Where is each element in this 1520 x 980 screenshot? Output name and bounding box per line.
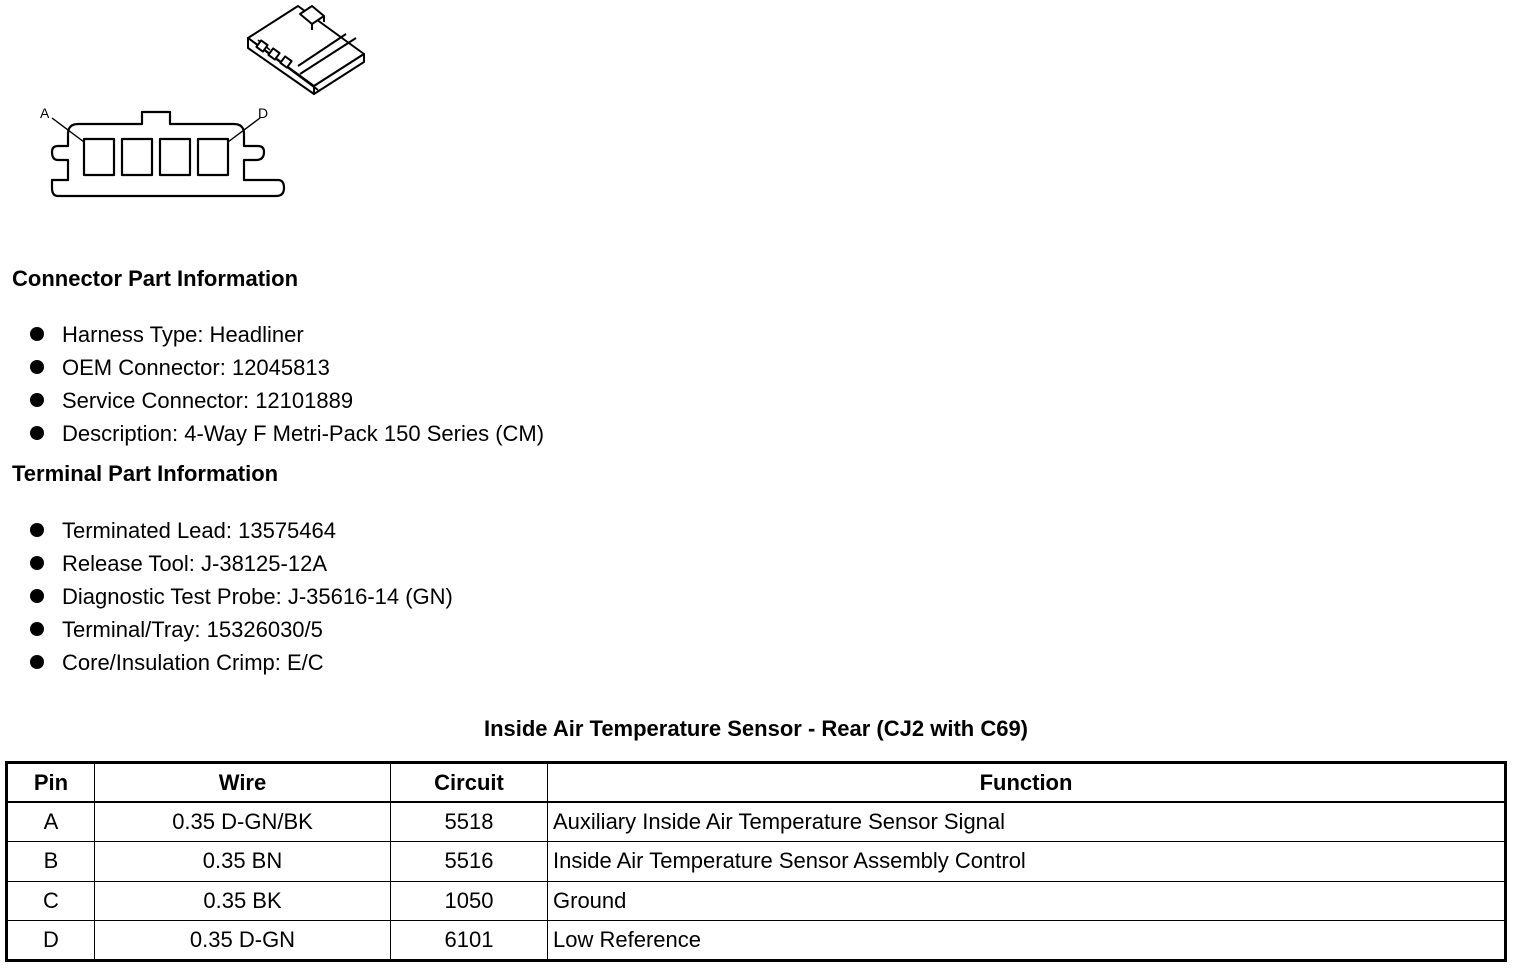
bullet-icon bbox=[30, 360, 44, 374]
list-item bbox=[30, 646, 453, 679]
cell-wire: 0.35 D-GN/BK bbox=[95, 802, 391, 842]
bullet-icon bbox=[30, 393, 44, 407]
cell-pin: D bbox=[7, 921, 95, 961]
table-row bbox=[7, 881, 1506, 921]
cell-pin: A bbox=[7, 802, 95, 842]
column-header-function: Function bbox=[548, 763, 1506, 803]
list-item-text: Diagnostic Test Probe: J-35616-14 (GN) bbox=[62, 584, 453, 609]
terminal-part-info-heading: Terminal Part Information bbox=[12, 461, 279, 486]
bullet-icon bbox=[30, 655, 44, 669]
cell-function: Auxiliary Inside Air Temperature Sensor Signal bbox=[548, 802, 1506, 842]
connector-part-info-heading: Connector Part Information bbox=[12, 266, 299, 291]
cavity-b bbox=[122, 139, 152, 175]
cavity-c bbox=[160, 139, 190, 175]
list-item-text: Terminated Lead: 13575464 bbox=[62, 518, 336, 543]
cell-function: Ground bbox=[548, 881, 1506, 921]
cell-circuit: 6101 bbox=[391, 921, 548, 961]
connector-face-view bbox=[52, 112, 284, 196]
bullet-icon bbox=[30, 622, 44, 636]
list-item-text: Release Tool: J-38125-12A bbox=[62, 551, 327, 576]
cavity-d bbox=[198, 139, 228, 175]
list-item bbox=[30, 514, 453, 547]
list-item-text: Terminal/Tray: 15326030/5 bbox=[62, 617, 323, 642]
pinout-table bbox=[5, 761, 1507, 962]
column-header-pin: Pin bbox=[7, 763, 95, 803]
connector-part-info-list bbox=[30, 318, 544, 450]
cell-circuit: 5516 bbox=[391, 842, 548, 882]
list-item bbox=[30, 417, 544, 450]
cell-wire: 0.35 BK bbox=[95, 881, 391, 921]
list-item bbox=[30, 580, 453, 613]
bullet-icon bbox=[30, 327, 44, 341]
connector-isometric-view bbox=[248, 6, 364, 94]
list-item bbox=[30, 351, 544, 384]
cell-circuit: 5518 bbox=[391, 802, 548, 842]
terminal-part-info-list bbox=[30, 514, 453, 679]
cell-pin: B bbox=[7, 842, 95, 882]
list-item bbox=[30, 547, 453, 580]
table-row bbox=[7, 842, 1506, 882]
list-item-text: Description: 4-Way F Metri-Pack 150 Series (CM) bbox=[62, 421, 545, 446]
bullet-icon bbox=[30, 426, 44, 440]
list-item-text: Core/Insulation Crimp: E/C bbox=[62, 650, 324, 675]
pin-label-d: D bbox=[258, 105, 269, 121]
table-header-row bbox=[7, 763, 1506, 803]
bullet-icon bbox=[30, 589, 44, 603]
cell-function: Low Reference bbox=[548, 921, 1506, 961]
list-item-text: OEM Connector: 12045813 bbox=[62, 355, 330, 380]
connector-illustration bbox=[0, 0, 380, 220]
column-header-circuit: Circuit bbox=[391, 763, 548, 803]
bullet-icon bbox=[30, 523, 44, 537]
connector-drawing bbox=[0, 0, 380, 220]
cell-circuit: 1050 bbox=[391, 881, 548, 921]
cell-wire: 0.35 D-GN bbox=[95, 921, 391, 961]
list-item bbox=[30, 613, 453, 646]
list-item-text: Harness Type: Headliner bbox=[62, 322, 304, 347]
pinout-table-title: Inside Air Temperature Sensor - Rear (CJ2 with C69) bbox=[483, 716, 1029, 741]
cell-pin: C bbox=[7, 881, 95, 921]
bullet-icon bbox=[30, 556, 44, 570]
table-row bbox=[7, 802, 1506, 842]
list-item bbox=[30, 384, 544, 417]
column-header-wire: Wire bbox=[95, 763, 391, 803]
cell-wire: 0.35 BN bbox=[95, 842, 391, 882]
pin-label-a: A bbox=[40, 105, 50, 121]
table-row bbox=[7, 921, 1506, 961]
list-item bbox=[30, 318, 544, 351]
list-item-text: Service Connector: 12101889 bbox=[62, 388, 354, 413]
cell-function: Inside Air Temperature Sensor Assembly Control bbox=[548, 842, 1506, 882]
cavity-a bbox=[84, 139, 114, 175]
